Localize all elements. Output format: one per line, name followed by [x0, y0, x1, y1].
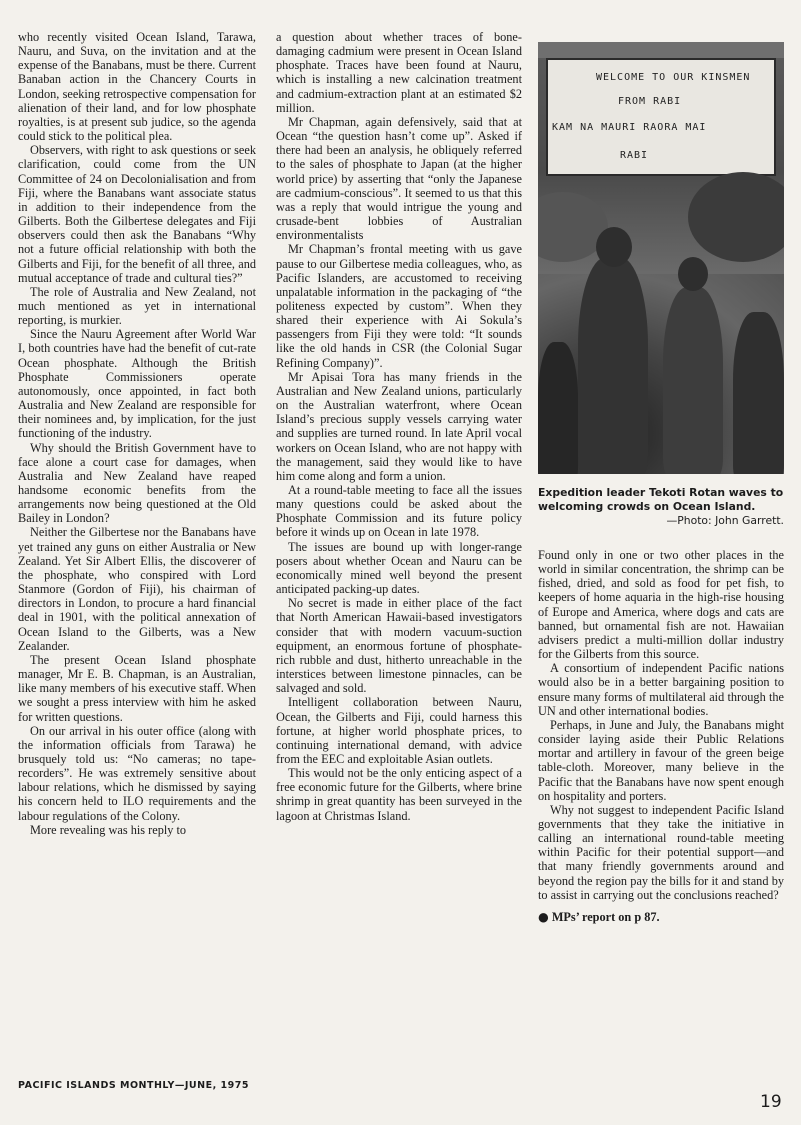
publication-footer: PACIFIC ISLANDS MONTHLY—JUNE, 1975 [18, 1080, 249, 1091]
paragraph: On our arrival in his outer office (along with the information officials from Tarawa) he brusquely told us: “No cameras; no tape-recorders”. He was extremely sensitive about labour relations, which he dismissed by saying his concern held to ILO requirements and the labour regulations of the Colony. [18, 723, 256, 823]
photo-credit: —Photo: John Garrett. [666, 514, 784, 527]
paragraph: This would not be the only enticing aspect of a free economic future for the Gilberts, where brine shrimp in great quantity has been surveyed in the lagoon at Christmas Island. [276, 766, 522, 823]
photo-foliage [688, 172, 784, 262]
paragraph: Intelligent collaboration between Nauru, Ocean, the Gilberts and Fiji, could harness this fortune, at higher world phosphate prices, to continuing international demand, with advice from the EEC and exploitable Asian outlets. [276, 695, 522, 766]
paragraph: No secret is made in either place of the fact that North American Hawaii-based investigators consider that with modern vacuum-suction equipment, an enormous fortune of phosphate-rich rubble and dust, hitherto unreachable in the interstices between limestone pinnacles, can be salvaged and sold. [276, 596, 522, 696]
banner-line: RABI [620, 150, 649, 161]
paragraph: Perhaps, in June and July, the Banabans might consider laying aside their Public Relations mortar and artillery in favour of the green beige table-cloth. Moreover, many believe in the Pacific that the Banabans have now spent enough on hospitality and porters. [538, 717, 784, 803]
cross-reference-text: MPs’ report on p 87. [551, 909, 660, 924]
banner-line: FROM RABI [618, 96, 682, 107]
paragraph: A consortium of independent Pacific nations would also be in a better bargaining position to ensure many forms of multilateral aid through the UN and other international bodies. [538, 661, 784, 718]
photo-figure [578, 257, 648, 474]
photo-caption [538, 486, 784, 528]
paragraph: Mr Chapman’s frontal meeting with us gave pause to our Gilbertese media colleagues, who, as Pacific Islanders, are accustomed to receiving unpalatable information in the packaging of “the politeness expected by custom”. When they shared their experience with Ai Sokula’s passengers from Fiji they were told: “It sounds like the old hands in CSR (the Colonial Sugar Refining Company)”. [276, 242, 522, 370]
paragraph: Neither the Gilbertese nor the Banabans have yet trained any guns on either Australia or New Zealand. Yet Sir Albert Ellis, the discoverer of the phosphate, who conspired with Lord Stanmore (Gordon of Fiji), his chairman of directors in London, to procure a hard financial deal in 1901, with the political annexation of Ocean Island to the Gilberts, was a New Zealander. [18, 525, 256, 653]
photo-figure [733, 312, 784, 474]
photo-welcome-crowd [538, 42, 784, 474]
paragraph: The issues are bound up with longer-range posers about whether Ocean and Nauru can be economically mined well beyond the present anticipated packing-up dates. [276, 539, 522, 597]
column-3 [538, 548, 784, 924]
paragraph: At a round-table meeting to face all the issues many questions could be asked about the Phosphate Commission and its future policy before it winds up on Ocean in late 1978. [276, 483, 522, 540]
paragraph: who recently visited Ocean Island, Tarawa, Nauru, and Suva, on the invitation and at the expense of the Banabans, must be there. Current Banaban action in the Chancery Courts in London, seeking retrospective compensation for alienation of their land, and for low phosphate royalties, is at present sub judice, so the agenda could stick to the political plea. [18, 30, 257, 144]
paragraph: The role of Australia and New Zealand, not much mentioned as yet in international reporting, is murkier. [18, 284, 256, 328]
paragraph: More revealing was his reply to [30, 822, 187, 837]
paragraph: Observers, with right to ask questions or seek clarification, could come from the UN Committee of 24 on Decolonialisation and from Fiji, where the Banabans want associate status in addition to their independence from the Gilberts. Both the Gilbertese delegates and Fiji observers could then ask the Banabans “Why not a future official relationship with both the Gilberts and Fiji, for the benefit of all three, and mutual acceptance of trade and cultural ties?” [18, 143, 256, 285]
cross-reference [538, 910, 784, 924]
photo-figure [538, 342, 578, 474]
caption-text: Expedition leader Tekoti Rotan waves to welcoming crowds on Ocean Island. [538, 486, 784, 513]
paragraph: Mr Apisai Tora has many friends in the Australian and New Zealand unions, particularly on the Australian waterfront, where Ocean Island’s precious supply vessels carrying water and supplies are turned round. In late April vocal workers on Ocean Island, who are not happy with the management, said they would like to have him come along and form a union. [276, 369, 522, 483]
paragraph: Since the Nauru Agreement after World War I, both countries have had the benefit of cut-rate Ocean phosphate. Although the British Phosphate Commissioners operate autonomously, once appointed, in fact both Australia and New Zealand are responsible for their nominees and, by implication, for the just functioning of the industry. [18, 327, 256, 441]
paragraph: a question about whether traces of bone-damaging cadmium were present in Ocean Island phosphate. Traces have been found at Nauru, which is installing a new calcination treatment and cadmium-extraction plant at an estimated $2 million. [276, 30, 522, 115]
paragraph: Why not suggest to independent Pacific Island governments that they take the initiative in calling an international round-table meeting within Pacific for their potential support—and that many friendly governments around and beyond the region pay the bills for it and stand by to assist in carrying out the conclusions reached? [538, 802, 784, 902]
welcome-banner [546, 58, 776, 176]
photo-figure [663, 287, 723, 474]
paragraph: The present Ocean Island phosphate manager, Mr E. B. Chapman, is an Australian, like many members of his executive staff. When we sought a press interview with him he asked for written questions. [18, 652, 256, 724]
paragraph: Found only in one or two other places in the world in similar concentration, the shrimp can be fished, dried, and sold as food for pet fish, to keepers of home aquaria in the high-rise housing of Europe and America, where dogs and cats are banned, but ornamental fish are not. Hawaiian advisers predict a multi-million dollar industry for the Gilberts from this source. [538, 548, 784, 662]
column-2 [276, 30, 522, 823]
banner-line: KAM NA MAURI RAORA MAI [552, 122, 707, 133]
photo-head [596, 227, 632, 267]
column-1 [18, 30, 256, 837]
paragraph: Why should the British Government have to face alone a court case for damages, when Australia and New Zealand have reaped handsome economic benefits from the arrangements now being questioned at the Old Bailey in London? [18, 440, 256, 526]
photo-head [678, 257, 708, 291]
bullet-icon: ● [538, 909, 549, 924]
banner-line: WELCOME TO OUR KINSMEN [596, 72, 751, 83]
page-number: 19 [760, 1092, 782, 1112]
photo-sky [538, 42, 784, 58]
paragraph: Mr Chapman, again defensively, said that at Ocean “the question hasn’t come up”. Asked if there had been an analysis, he obliquely referred to the sales of phosphate to Japan (at the higher world price) by asserting that “only the Japanese are cadmium-conscious”. It seemed to us that this was a reply that would intrigue the young and crusade-bent lobbies of Australian environmentalists [276, 114, 522, 243]
